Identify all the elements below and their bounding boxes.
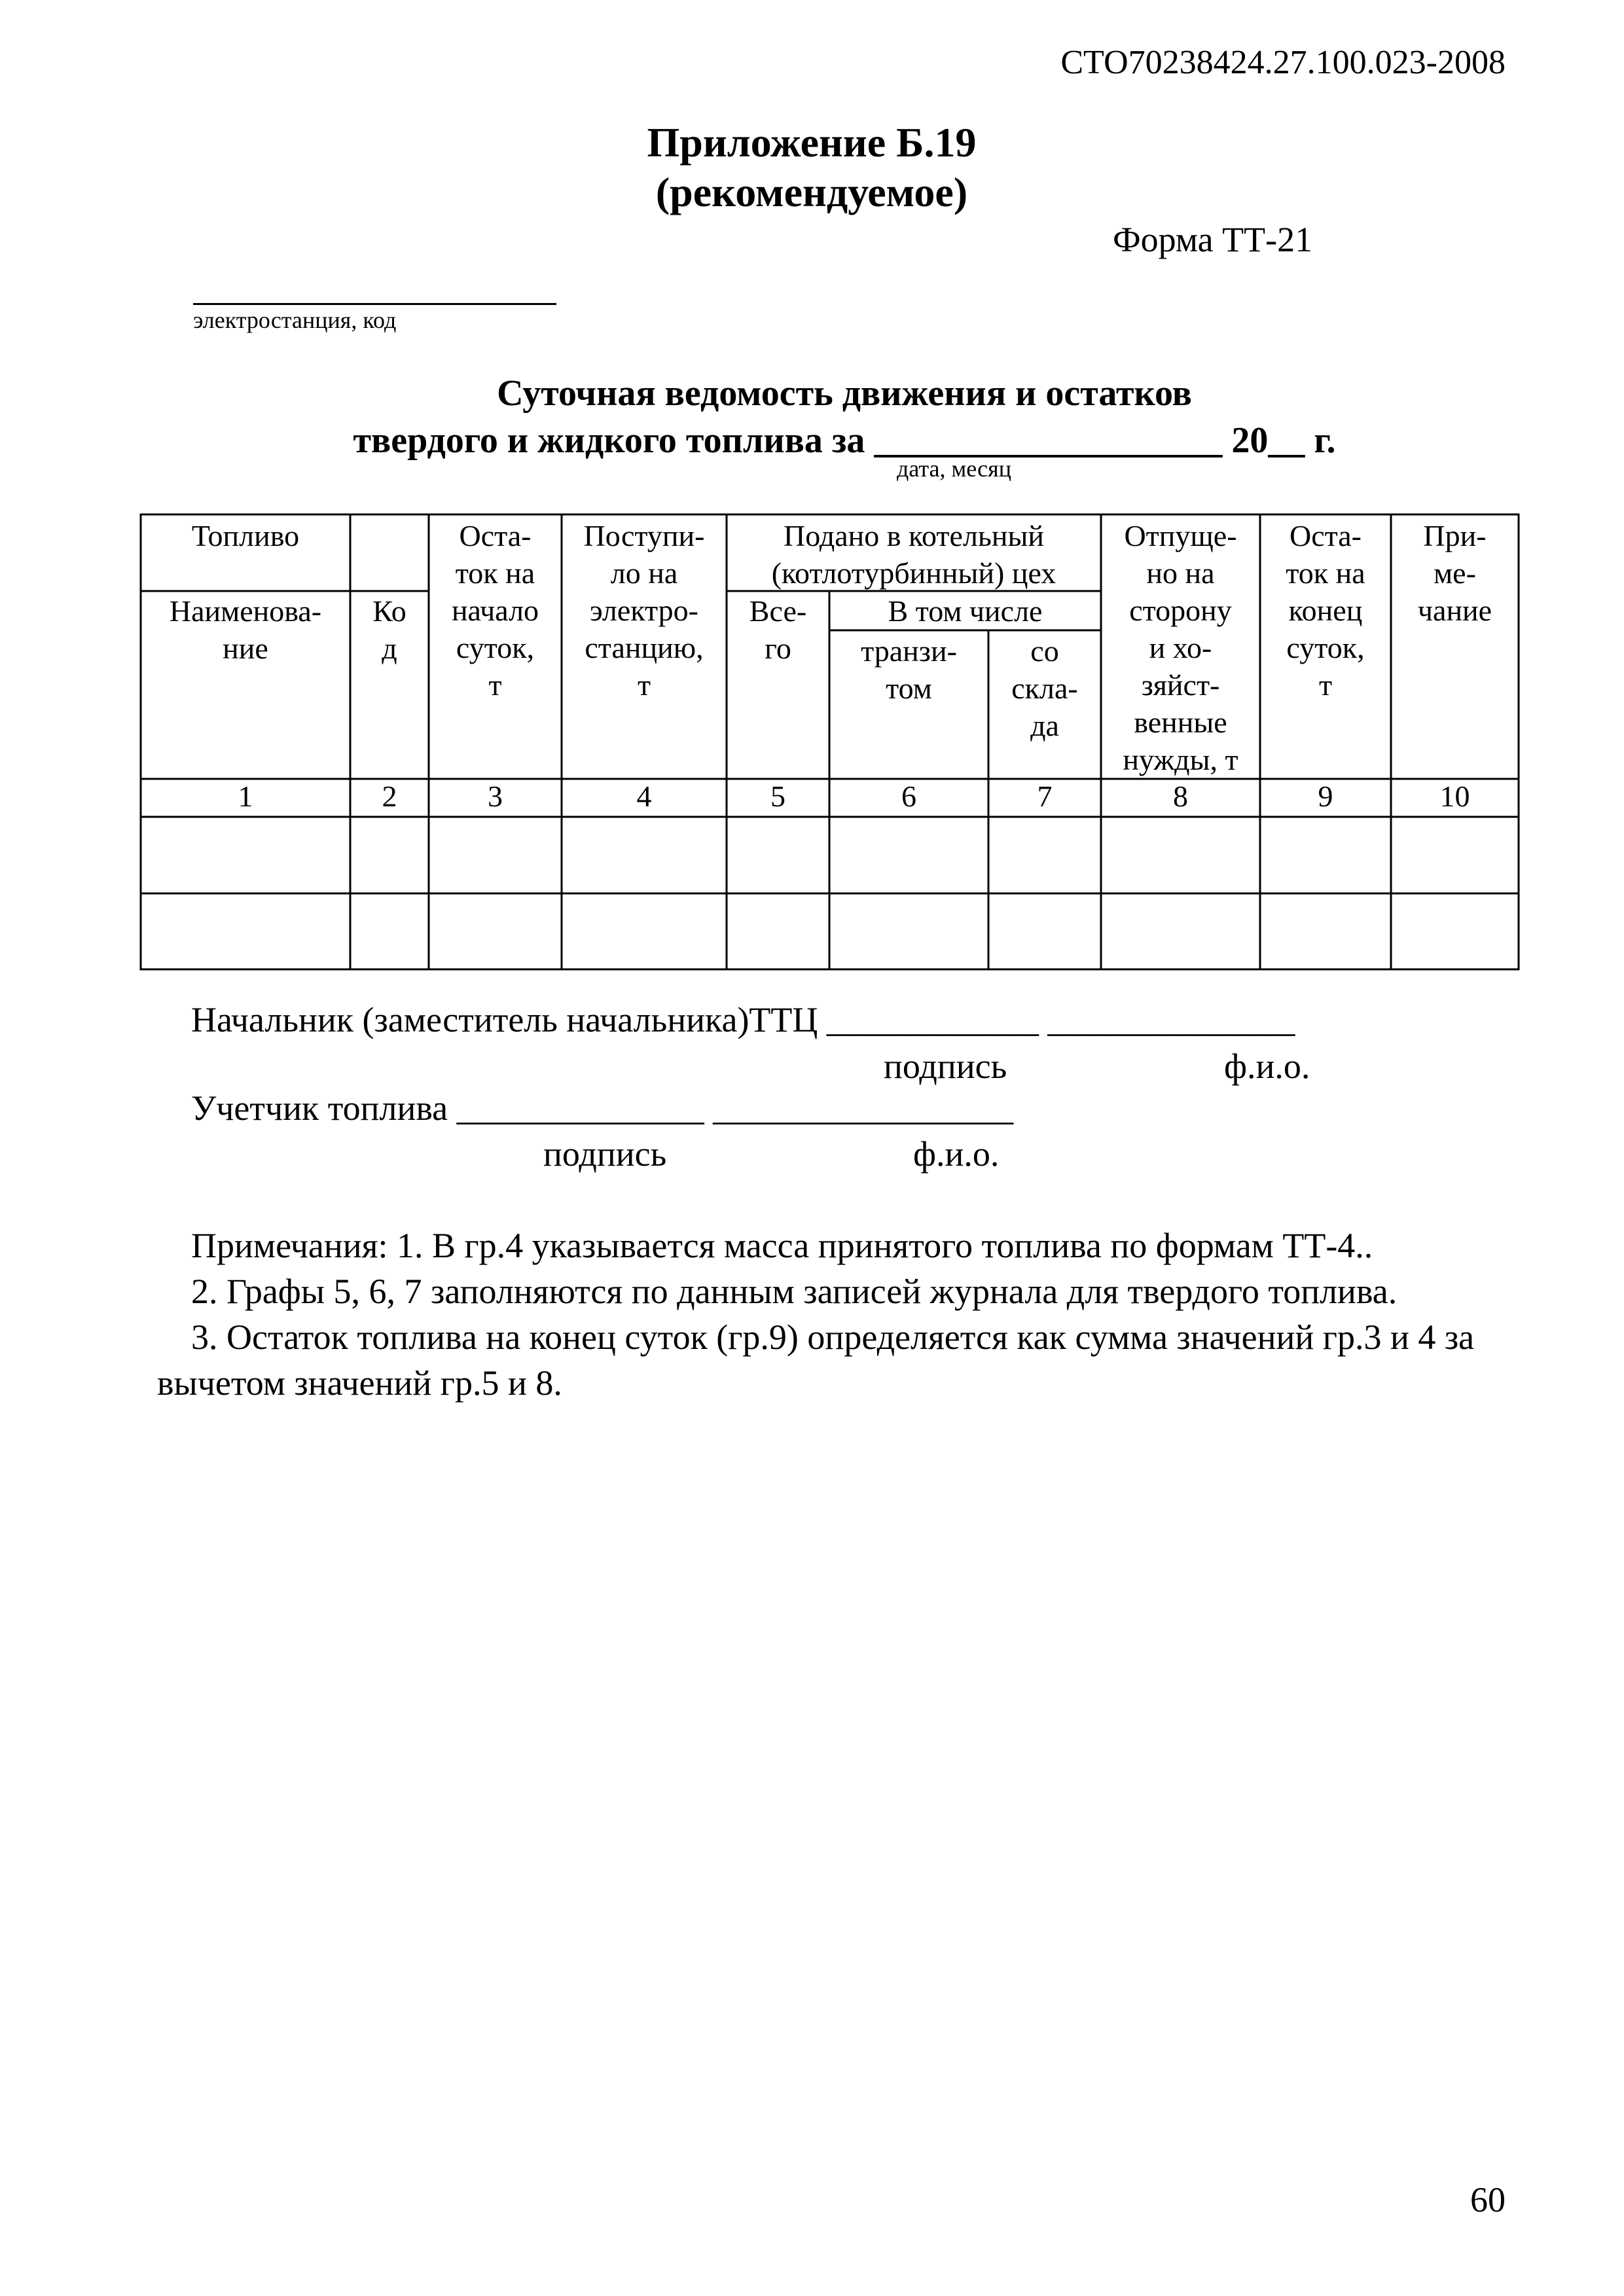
header-balance-end: Оста- ток на конец суток, т (1286, 519, 1365, 702)
header-supplied: Подано в котельный (котлотурбинный) цех (771, 519, 1056, 590)
column-number: 6 (901, 780, 916, 813)
document-title-line1: Суточная ведомость движения и остатков (497, 373, 1192, 414)
column-number: 10 (1439, 780, 1470, 813)
column-number: 9 (1318, 780, 1333, 813)
header-name: Наименова- ние (169, 594, 322, 665)
accountant-name-caption: ф.и.о. (913, 1134, 1000, 1174)
document-code: СТО70238424.27.100.023-2008 (1060, 44, 1506, 81)
column-number: 4 (636, 780, 652, 813)
accountant-signature-line (191, 1086, 1013, 1130)
document-title-line2: твердого и жидкого топлива за ___________________ 20__ г. (353, 420, 1336, 461)
note-3: 3. Остаток топлива на конец суток (гр.9) определяется как сумма значений гр.3 и 4 за вычетом значений гр.5 и 8. (157, 1318, 1475, 1403)
accountant-label: Учетчик топлива (191, 1088, 448, 1128)
chief-label: Начальник (заместитель начальника)ТТЦ (191, 1000, 818, 1039)
accountant-signature-caption: подпись (543, 1134, 667, 1174)
header-released: Отпуще- но на сторону и хо- зяйст- венные нужды, т (1123, 519, 1238, 776)
page-number: 60 (1470, 2180, 1506, 2219)
column-number: 5 (770, 780, 785, 813)
chief-signature-caption: подпись (884, 1047, 1007, 1086)
header-fuel: Топливо (191, 519, 300, 552)
header-received: Поступи- ло на электро- станцию, т (583, 519, 705, 702)
appendix-title: Приложение Б.19 (647, 119, 977, 166)
header-total: Все- го (749, 594, 807, 665)
column-number: 1 (238, 780, 253, 813)
accountant-blanks: ______________ _________________ (456, 1088, 1014, 1128)
column-number: 3 (488, 780, 503, 813)
note-2: 2. Графы 5, 6, 7 заполняются по данным записей журнала для твердого топлива. (191, 1272, 1398, 1311)
chief-blanks: ____________ ______________ (826, 1000, 1295, 1039)
header-including: В том числе (888, 594, 1043, 628)
header-note: При- ме- чание (1417, 519, 1492, 627)
note-1: Примечания: 1. В гр.4 указывается масса принятого топлива по формам ТТ-4.. (191, 1226, 1373, 1265)
column-number: 7 (1037, 780, 1053, 813)
notes-block (157, 1223, 1519, 1406)
chief-signature-line (191, 998, 1295, 1041)
appendix-subtitle: (рекомендуемое) (655, 169, 968, 215)
column-number: 2 (382, 780, 397, 813)
form-label: Форма ТТ-21 (1113, 220, 1313, 259)
header-from-storage: со скла- да (1011, 634, 1078, 742)
header-balance-start: Оста- ток на начало суток, т (451, 519, 539, 702)
header-transit: транзи- том (861, 634, 957, 705)
header-code: Ко д (372, 594, 406, 665)
date-caption: дата, месяц (897, 456, 1011, 482)
station-caption: электростанция, код (193, 307, 397, 333)
chief-name-caption: ф.и.о. (1224, 1047, 1310, 1086)
column-number: 8 (1173, 780, 1188, 813)
